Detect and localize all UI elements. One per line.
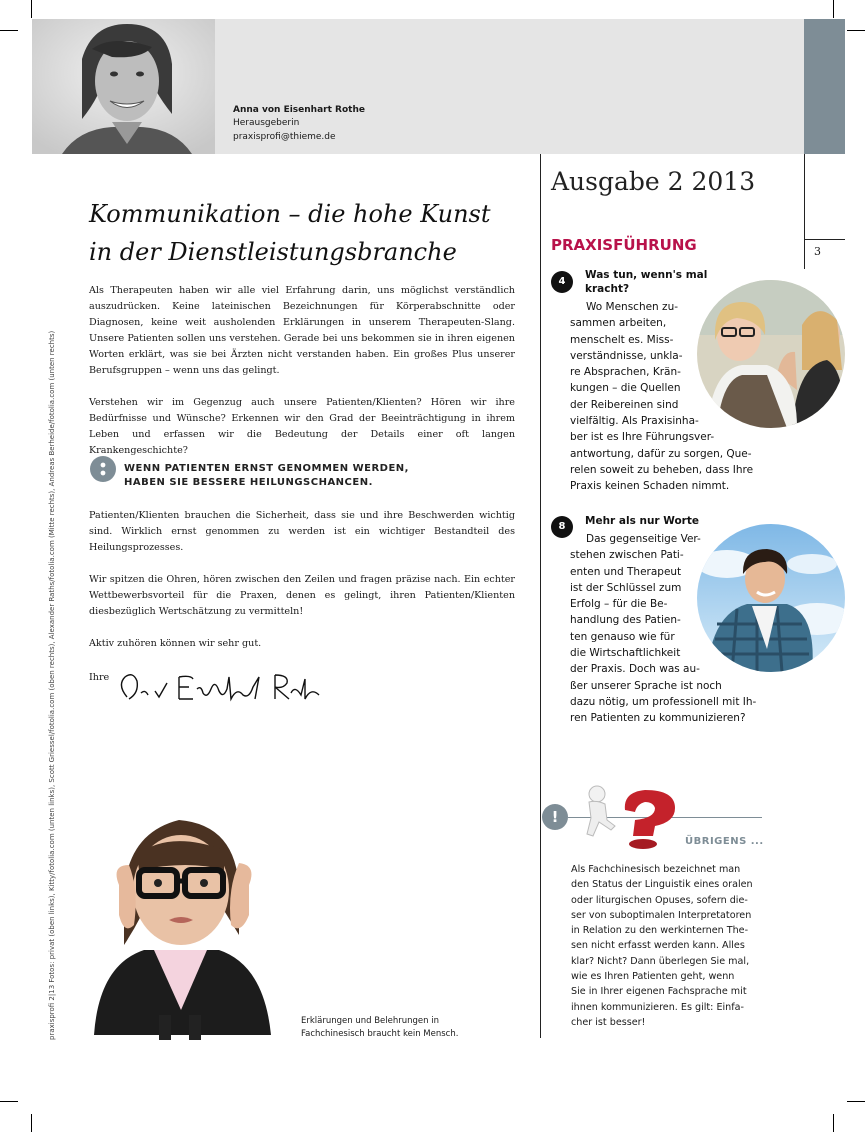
- crop-mark: [833, 1114, 834, 1132]
- aside-line: ser von suboptimalen Interpretatoren: [571, 909, 752, 921]
- column-divider: [540, 154, 541, 1038]
- aside-line: cher ist besser!: [571, 1016, 646, 1028]
- teaser-line: Das gegenseitige Ver-: [586, 533, 701, 545]
- aside-line: wie es Ihren Patienten geht, wenn: [571, 971, 735, 983]
- teaser-line: stehen zwischen Pati-: [570, 549, 684, 562]
- page-number-badge[interactable]: 4: [551, 271, 573, 293]
- pull-quote-line: WENN PATIENTEN ERNST GENOMMEN WERDEN,: [124, 463, 409, 474]
- teaser-text: [570, 299, 770, 495]
- aside-line: klar? Nicht? Dann überlegen Sie mal,: [571, 955, 750, 967]
- crop-mark: [847, 1101, 865, 1102]
- crop-mark: [31, 1114, 32, 1132]
- aside-line: sen nicht erfasst werden kann. Alles: [571, 940, 745, 952]
- aside-line: ihnen kommunizieren. Es gilt: Einfa-: [571, 1001, 744, 1013]
- editor-portrait: [32, 19, 215, 154]
- teaser-line: menschelt es. Miss-: [570, 333, 674, 346]
- teaser-line: enten und Therapeut: [570, 565, 682, 578]
- teaser-line: vielfältig. Als Praxisinha-: [570, 415, 699, 428]
- teaser-line: antwortung, dafür zu sorgen, Que-: [570, 447, 752, 460]
- teaser-line: verständnisse, unkla-: [570, 349, 683, 362]
- teaser-line: ist der Schlüssel zum: [570, 581, 682, 594]
- aside-line: in Relation zu den werkinternen The-: [571, 925, 749, 937]
- teaser-line: der Reibereinen sind: [570, 398, 679, 411]
- teaser-line: re Absprachen, Krän-: [570, 366, 681, 379]
- headline-line: Kommunikation – die hohe Kunst: [89, 200, 491, 228]
- photo-credits: praxisprofi 2|13 Fotos: privat (oben links), Kitty/fotolia.com (unten links), Scott Griessel/fotolia.com (oben rechts), Alexander Raths/fotolia.com (Mitte rechts), Andreas Berheide/fotolia.com (unten rechts): [48, 330, 56, 1040]
- teaser-line: ßer unserer Sprache ist noch: [570, 679, 722, 692]
- teaser-line: der Praxis. Doch was au-: [570, 663, 700, 676]
- teaser-line: Erfolg – für die Be-: [570, 598, 668, 611]
- teaser-line: ren Patienten zu kommunizieren?: [570, 712, 746, 725]
- crop-mark: [847, 30, 865, 31]
- teaser-line: kungen – die Quellen: [570, 382, 681, 395]
- teaser-line: die Wirtschaftlichkeit: [570, 647, 681, 660]
- exclamation-icon: !: [542, 804, 568, 830]
- pull-quote-line: HABEN SIE BESSERE HEILUNGSCHANCEN.: [124, 477, 373, 488]
- crop-mark: [0, 1101, 18, 1102]
- teaser-line: Wo Menschen zu-: [586, 301, 679, 313]
- image-caption: Erklärungen und Belehrungen in Fachchinesisch braucht kein Mensch.: [301, 1016, 459, 1039]
- page-number: 3: [814, 245, 821, 258]
- crop-mark: [0, 30, 18, 31]
- teaser-line: relen soweit zu beheben, dass Ihre: [570, 463, 754, 476]
- pull-quote: [124, 462, 409, 490]
- teaser-line: handlung des Patien-: [570, 614, 681, 627]
- body-paragraph: Als Therapeuten haben wir alle viel Erfahrung darin, uns möglichst verständlich auszudrücken. Keine lateinischen Bezeichnungen für Körperabschnitte oder Diagnosen, keine weit ausholenden Erklärungen in unserem Therapeuten-Slang. Unsere Patienten sollen uns verstehen. Gerade bei uns bekommen sie in ihren eigenen Worten erklärt, was sie bei Ärzten nicht verstanden haben. Ein großes Plus unserer Berufsgruppen – wenn uns das gelingt.: [89, 285, 515, 376]
- editorial-headline: [89, 195, 491, 271]
- aside-label: ÜBRIGENS ...: [685, 836, 764, 847]
- page-number-badge[interactable]: 8: [551, 516, 573, 538]
- editor-role: Herausgeberin: [233, 118, 300, 128]
- body-paragraph: Aktiv zuhören können wir sehr gut.: [89, 638, 262, 649]
- teaser-title[interactable]: Mehr als nur Worte: [585, 515, 699, 527]
- closing-word: Ihre: [89, 672, 110, 683]
- woman-glasses-photo: [89, 775, 279, 1045]
- tab-divider: [804, 239, 845, 240]
- teaser-text: [570, 531, 770, 727]
- tab-divider: [804, 154, 805, 269]
- teaser-line: dazu nötig, um professionell mit Ih-: [570, 695, 757, 708]
- body-paragraph: Verstehen wir im Gegenzug auch unsere Patienten/Klienten? Hören wir ihre Bedürfnisse und Wünsche? Erkennen wir den Grad der Beeinträchtigung in ihrem Leben und erfassen wir die Bedeutung der Details einer oft langen Krankengeschichte?: [89, 397, 515, 456]
- body-paragraph: Wir spitzen die Ohren, hören zwischen den Zeilen und fragen präzise nach. Ein echter Wettbewerbsvorteil für die Praxen, denen es gelingt, ihren Patienten/Klienten diesbezüglich Wertschätzung zu vermitteln!: [89, 574, 515, 617]
- aside-line: Sie in Ihrer eigenen Fachsprache mit: [571, 986, 747, 998]
- editor-name: Anna von Eisenhart Rothe: [233, 105, 365, 115]
- aside-line: Als Fachchinesisch bezeichnet man: [571, 864, 741, 875]
- headline-line: in der Dienstleistungsbranche: [89, 238, 457, 266]
- teaser-line: ber ist es Ihre Führungsver-: [570, 431, 715, 444]
- aside-line: den Status der Linguistik eines oralen: [571, 879, 753, 891]
- crop-mark: [31, 0, 32, 18]
- teaser-line: Praxis keinen Schaden nimmt.: [570, 480, 730, 493]
- issue-title: Ausgabe 2 2013: [551, 167, 756, 196]
- side-tab: [804, 19, 845, 154]
- crop-mark: [833, 0, 834, 18]
- aside-line: oder liturgischen Opuses, sofern die-: [571, 894, 748, 906]
- aside-text: [571, 862, 766, 1030]
- teaser-line: ten genauso wie für: [570, 630, 675, 643]
- teaser-title[interactable]: [585, 268, 707, 296]
- handwritten-signature: [115, 665, 335, 714]
- editor-email[interactable]: praxisprofi@thieme.de: [233, 132, 336, 142]
- body-paragraph: Patienten/Klienten brauchen die Sicherheit, dass sie und ihre Beschwerden wichtig sind. Wirklich ernst genommen zu werden ist ein wichtiger Bestandteil des Heilungsprozesses.: [89, 510, 515, 553]
- colon-icon: [90, 456, 116, 482]
- question-figure-icon: [575, 780, 690, 854]
- teaser-title-line: Was tun, wenn's mal: [585, 269, 708, 281]
- teaser-title-line: kracht?: [585, 283, 630, 295]
- teaser-line: sammen arbeiten,: [570, 317, 667, 330]
- section-title: PRAXISFÜHRUNG: [551, 236, 697, 254]
